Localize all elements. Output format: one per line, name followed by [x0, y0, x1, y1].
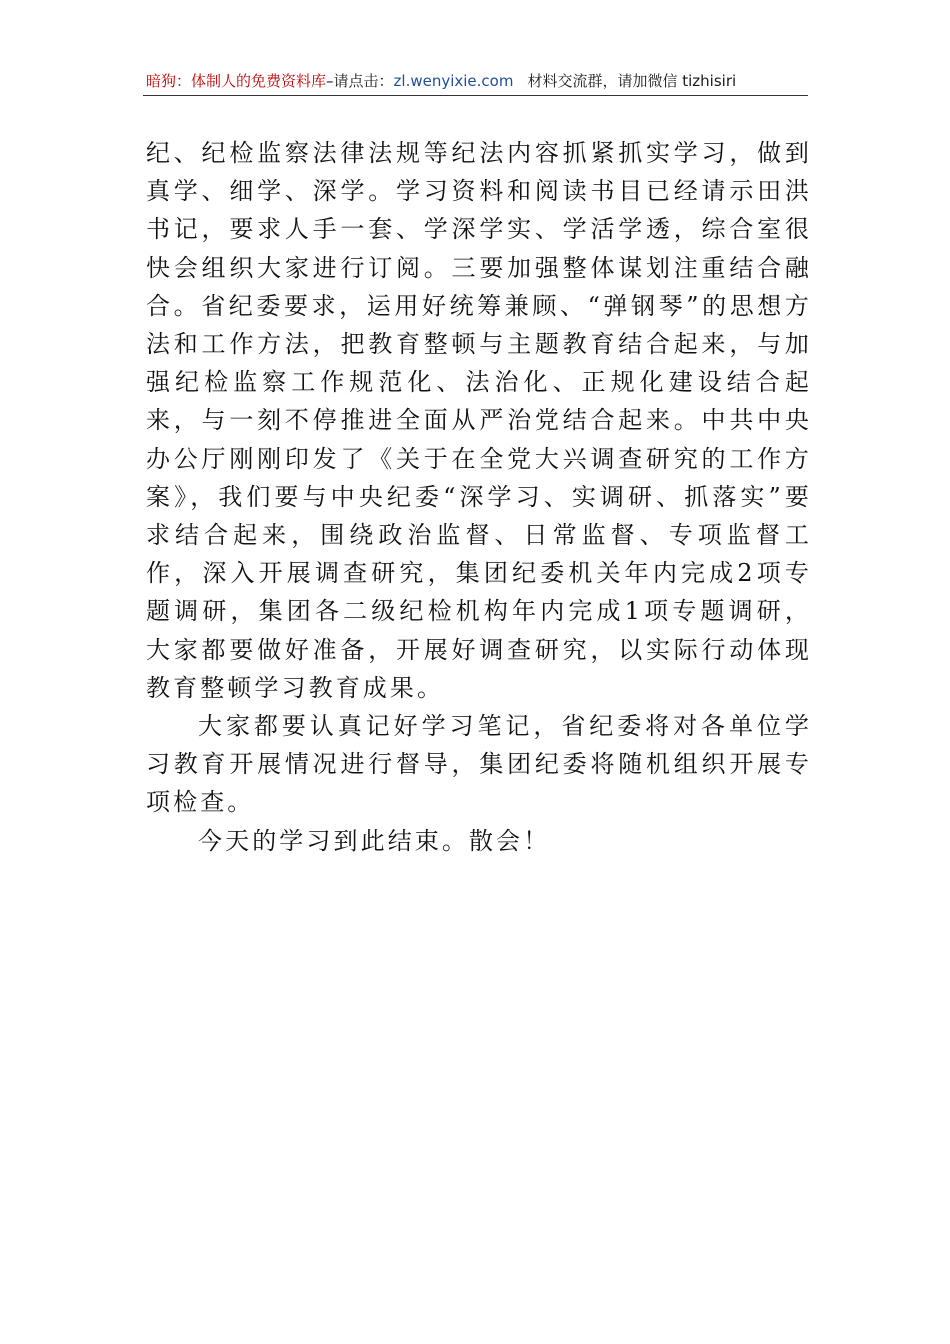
header-link[interactable]: zl.wenyixie.com — [393, 72, 514, 90]
header-site-name: 暗狗：体制人的免费资料库 — [146, 72, 327, 90]
header-wechat-note: 材料交流群，请加微信 tizhisiri — [527, 72, 737, 90]
body-paragraph-3: 今天的学习到此结束。散会！ — [198, 826, 551, 855]
body-paragraph-1: 纪、纪检监察法律法规等纪法内容抓紧抓实学习，做到真学、细学、深学。学习资料和阅读书目已经请示田洪书记，要求人手一套、学深学实、学活学透，综合室很快会组织大家进行订阅。三要加强整体谋划注重结合融合。省纪委要求，运用好统筹兼顾、“弹钢琴”的思想方法和工作方法，把教育整顿与主题教育结合起来，与加强纪检监察工作规范化、法治化、正规化建设结合起来，与一刻不停推进全面从严治党结合起来。中共中央办公厅刚刚印发了《关于在全党大兴调查研究的工作方案》，我们要与中央纪委“深学习、实调研、抓落实”要求结合起来，围绕政治监督、日常监督、专项监督工作，深入开展调查研究，集团纪委机关年内完成2项专题调研，集团各二级纪检机构年内完成1项专题调研，大家都要做好准备，开展好调查研究，以实际行动体现教育整顿学习教育成果。 — [146, 139, 812, 702]
page-header — [146, 68, 808, 94]
body-paragraph-2: 大家都要认真记好学习笔记，省纪委将对各单位学习教育开展情况进行督导，集团纪委将随机组织开展专项检查。 — [146, 712, 812, 817]
header-click-prompt: –请点击： — [326, 72, 394, 90]
document-body — [146, 134, 812, 860]
header-divider — [143, 95, 808, 96]
